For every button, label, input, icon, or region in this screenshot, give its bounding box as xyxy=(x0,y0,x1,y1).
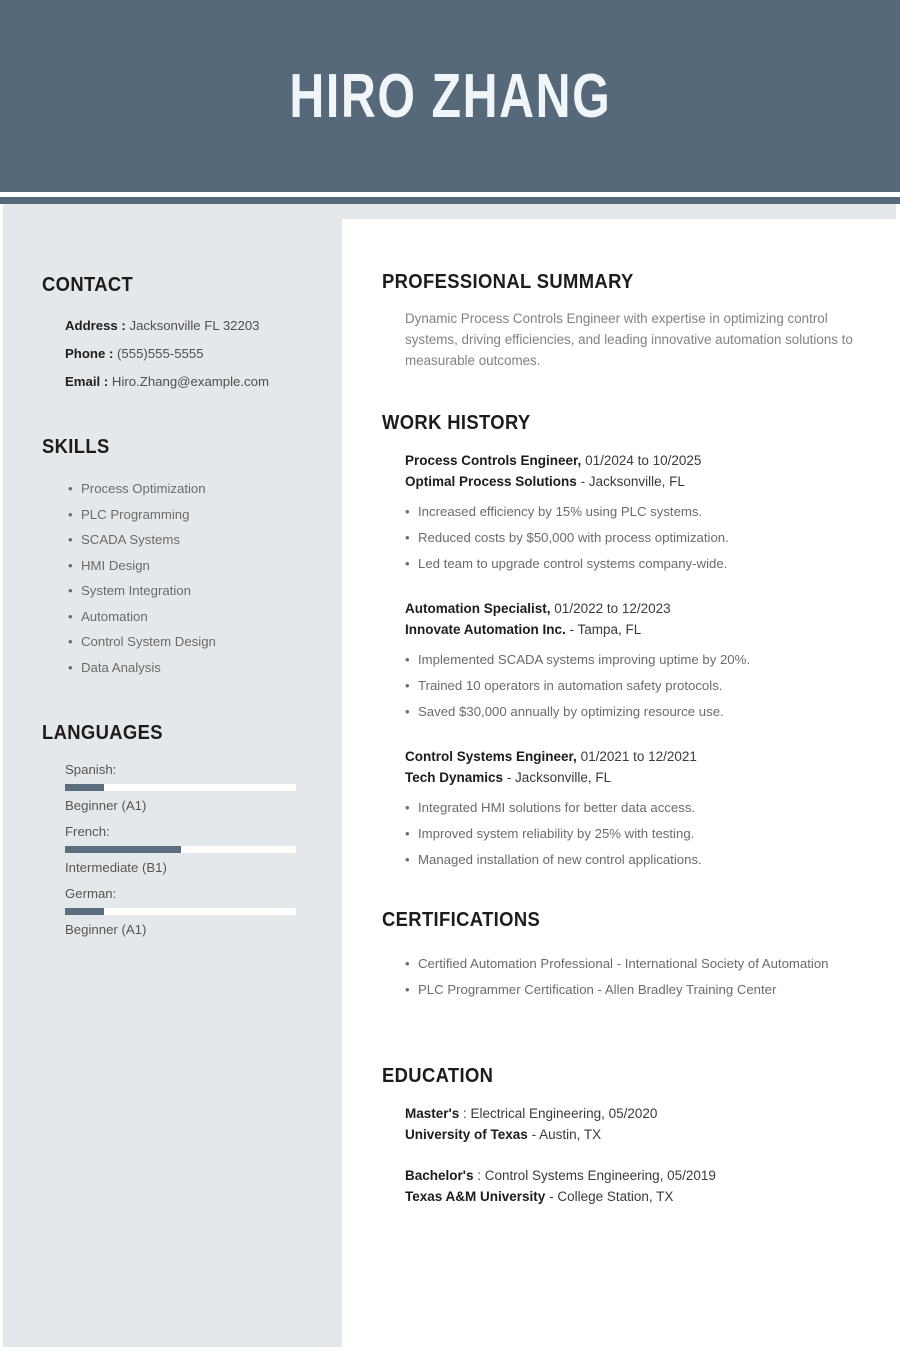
job-title-line xyxy=(405,451,856,472)
contact-address-value: Jacksonville FL 32203 xyxy=(129,318,260,333)
job-company: Optimal Process Solutions xyxy=(405,473,577,489)
skills-heading: SKILLS xyxy=(42,436,110,458)
header-banner xyxy=(0,0,900,192)
header-divider-rule xyxy=(0,197,900,204)
degree-location: - College Station, TX xyxy=(549,1189,674,1204)
job-company: Innovate Automation Inc. xyxy=(405,621,566,637)
work-history-section xyxy=(382,412,856,873)
degree-detail: : Control Systems Engineering, 05/2019 xyxy=(477,1168,716,1183)
job-location: - Jacksonville, FL xyxy=(506,769,612,785)
language-german xyxy=(65,885,322,938)
degree-detail: : Electrical Engineering, 05/2020 xyxy=(463,1106,658,1121)
degree-entry-masters xyxy=(405,1103,856,1145)
job-company-line xyxy=(405,620,856,641)
certification-item: • Certified Automation Professional - International Society of Automation xyxy=(405,951,856,977)
job-company-line xyxy=(405,472,856,493)
job-location: - Jacksonville, FL xyxy=(580,473,685,489)
language-french xyxy=(65,823,322,876)
summary-text: Dynamic Process Controls Engineer with expertise in optimizing control systems, driving efficiencies, and leading innovative automation solutions to measurable outcomes. xyxy=(405,311,853,368)
job-title: Automation Specialist, xyxy=(405,601,551,616)
work-history-heading: WORK HISTORY xyxy=(382,412,531,434)
job-title-line xyxy=(405,747,856,768)
job-entry-1 xyxy=(405,451,856,577)
education-section xyxy=(382,1065,856,1207)
degree-school: Texas A&M University xyxy=(405,1189,546,1204)
language-progress-track xyxy=(65,846,296,853)
language-name: French: xyxy=(65,824,110,839)
skills-list xyxy=(68,476,322,680)
job-title: Process Controls Engineer, xyxy=(405,453,582,468)
language-level: Beginner (A1) xyxy=(65,798,147,813)
languages-heading: LANGUAGES xyxy=(42,722,163,744)
language-progress-track xyxy=(65,908,296,915)
job-dates: 01/2022 to 12/2023 xyxy=(554,601,671,616)
skills-section xyxy=(42,436,322,680)
degree-title-line xyxy=(405,1103,856,1124)
job-bullet: • Implemented SCADA systems improving uptime by 20%. xyxy=(405,647,856,673)
job-bullet: • Saved $30,000 annually by optimizing resource use. xyxy=(405,699,856,725)
skill-item: • Control System Design xyxy=(68,629,322,655)
job-bullets xyxy=(405,499,856,577)
contact-email-label: Email : xyxy=(65,374,109,389)
language-level: Beginner (A1) xyxy=(65,922,147,937)
language-progress-track xyxy=(65,784,296,791)
degree-school: University of Texas xyxy=(405,1127,528,1142)
certification-item: • PLC Programmer Certification - Allen Bradley Training Center xyxy=(405,977,856,1003)
contact-list xyxy=(65,312,322,396)
skill-item: • Data Analysis xyxy=(68,655,322,681)
job-company-line xyxy=(405,768,856,789)
job-bullet: • Managed installation of new control applications. xyxy=(405,847,856,873)
skill-item: • HMI Design xyxy=(68,553,322,579)
language-level: Intermediate (B1) xyxy=(65,860,167,875)
degree-school-line xyxy=(405,1186,856,1207)
job-bullet: • Led team to upgrade control systems company-wide. xyxy=(405,551,856,577)
certifications-list xyxy=(405,951,856,1002)
degree-name: Master's xyxy=(405,1106,460,1121)
sidebar xyxy=(3,204,342,1347)
summary-heading: PROFESSIONAL SUMMARY xyxy=(382,271,634,293)
language-progress-fill xyxy=(65,846,181,853)
skill-item: • PLC Programming xyxy=(68,502,322,528)
candidate-name: HIRO ZHANG xyxy=(289,61,611,131)
job-bullet: • Integrated HMI solutions for better data access. xyxy=(405,795,856,821)
contact-address xyxy=(65,312,322,340)
degree-location: - Austin, TX xyxy=(531,1127,602,1142)
contact-address-label: Address : xyxy=(65,318,126,333)
job-title-line xyxy=(405,599,856,620)
job-bullet: • Trained 10 operators in automation safety protocols. xyxy=(405,673,856,699)
language-spanish xyxy=(65,761,322,814)
degree-entry-bachelors xyxy=(405,1165,856,1207)
job-entry-2 xyxy=(405,599,856,725)
degree-school-line xyxy=(405,1124,856,1145)
contact-email xyxy=(65,368,322,396)
contact-email-value: Hiro.Zhang@example.com xyxy=(111,374,269,389)
contact-phone-label: Phone : xyxy=(65,346,114,361)
contact-section xyxy=(42,274,322,396)
languages-section xyxy=(42,722,322,938)
job-bullet: • Improved system reliability by 25% with testing. xyxy=(405,821,856,847)
language-progress-fill xyxy=(65,908,104,915)
job-bullet: • Increased efficiency by 15% using PLC systems. xyxy=(405,499,856,525)
skill-item: • Automation xyxy=(68,604,322,630)
language-progress-fill xyxy=(65,784,104,791)
contact-heading: CONTACT xyxy=(42,274,134,296)
language-name: Spanish: xyxy=(65,762,117,777)
summary-section xyxy=(382,271,856,371)
education-heading: EDUCATION xyxy=(382,1065,494,1087)
job-title: Control Systems Engineer, xyxy=(405,749,577,764)
job-bullets xyxy=(405,795,856,873)
skill-item: • SCADA Systems xyxy=(68,527,322,553)
contact-phone-value: (555)555-5555 xyxy=(117,346,204,361)
certifications-section xyxy=(382,909,856,1002)
job-dates: 01/2021 to 12/2021 xyxy=(580,749,697,764)
job-company: Tech Dynamics xyxy=(405,769,504,785)
skill-item: • System Integration xyxy=(68,578,322,604)
main-content xyxy=(342,219,896,1347)
job-entry-3 xyxy=(405,747,856,873)
skill-item: • Process Optimization xyxy=(68,476,322,502)
language-name: German: xyxy=(65,886,117,901)
degree-title-line xyxy=(405,1165,856,1186)
job-dates: 01/2024 to 10/2025 xyxy=(585,453,702,468)
languages-list xyxy=(65,761,322,938)
certifications-heading: CERTIFICATIONS xyxy=(382,909,541,931)
job-location: - Tampa, FL xyxy=(569,621,642,637)
job-bullet: • Reduced costs by $50,000 with process optimization. xyxy=(405,525,856,551)
degree-name: Bachelor's xyxy=(405,1168,474,1183)
contact-phone xyxy=(65,340,322,368)
job-bullets xyxy=(405,647,856,725)
